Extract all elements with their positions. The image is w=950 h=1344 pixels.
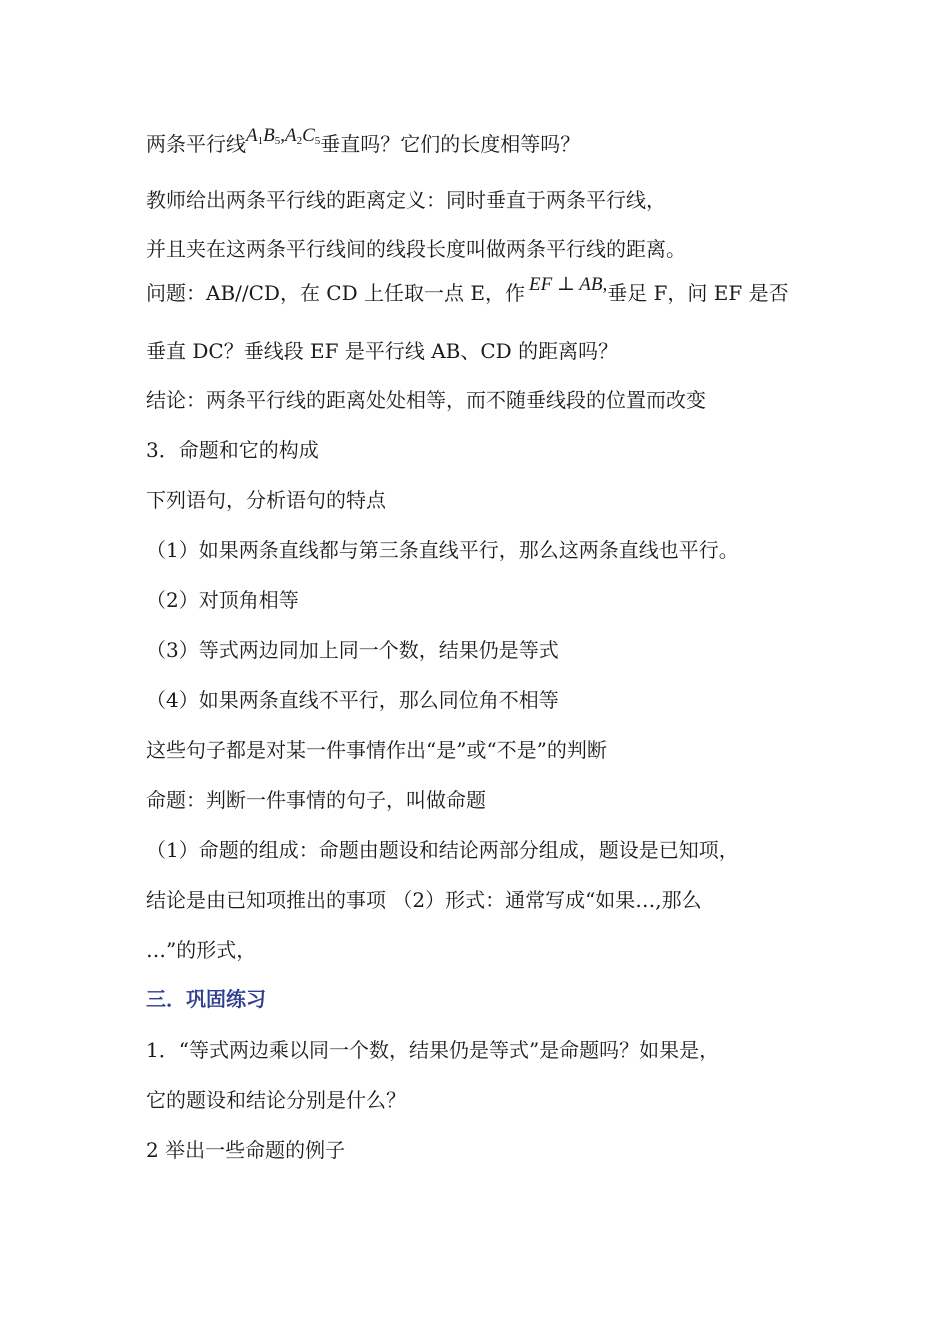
text-segment: 两条平行线 bbox=[146, 132, 246, 156]
text-line-definition: 教师给出两条平行线的距离定义：同时垂直于两条平行线， bbox=[146, 188, 666, 212]
list-item-2: （2）对顶角相等 bbox=[146, 588, 299, 612]
math-EF-perp-AB: EF ⊥ AB, bbox=[528, 274, 608, 295]
exercise-2: 2 举出一些命题的例子 bbox=[146, 1138, 346, 1162]
text-line-form: …”的形式， bbox=[146, 938, 257, 962]
text-line-proposition-def: 命题：判断一件事情的句子，叫做命题 bbox=[146, 788, 486, 812]
text-line-definition-cont: 并且夹在这两条平行线间的线段长度叫做两条平行线的距离。 bbox=[146, 237, 686, 261]
list-item-4: （4）如果两条直线不平行，那么同位角不相等 bbox=[146, 688, 559, 712]
math-A1B5-A2C5: $A_1B_5,A_2C_5$ bbox=[246, 125, 321, 147]
text-segment: 问题：AB//CD，在 CD 上任取一点 E，作 bbox=[146, 281, 525, 305]
text-line-analyze: 下列语句，分析语句的特点 bbox=[146, 488, 386, 512]
text-line-problem-cont: 垂直 DC？垂线段 EF 是平行线 AB、CD 的距离吗？ bbox=[146, 339, 619, 363]
text-line-conclusion: 结论：两条平行线的距离处处相等，而不随垂线段的位置而改变 bbox=[146, 388, 706, 412]
text-line-problem bbox=[146, 274, 789, 309]
text-line-parallel-question bbox=[146, 125, 581, 165]
exercise-1: 1．“等式两边乘以同一个数，结果仍是等式”是命题吗？如果是， bbox=[146, 1038, 720, 1062]
list-item-1: （1）如果两条直线都与第三条直线平行，那么这两条直线也平行。 bbox=[146, 538, 739, 562]
text-line-composition-cont: 结论是由已知项推出的事项 （2）形式：通常写成“如果…,那么 bbox=[146, 888, 702, 912]
text-segment: 垂直吗？它们的长度相等吗？ bbox=[320, 132, 581, 156]
text-line-judgement: 这些句子都是对某一件事情作出“是”或“不是”的判断 bbox=[146, 738, 607, 762]
text-segment: 垂足 F，问 EF 是否 bbox=[607, 281, 789, 305]
heading-practice: 三．巩固练习 bbox=[146, 987, 266, 1011]
section-title-proposition: 3．命题和它的构成 bbox=[146, 438, 319, 462]
text-line-composition: （1）命题的组成：命题由题设和结论两部分组成，题设是已知项， bbox=[146, 838, 739, 862]
list-item-3: （3）等式两边同加上同一个数，结果仍是等式 bbox=[146, 638, 559, 662]
exercise-1-cont: 它的题设和结论分别是什么？ bbox=[146, 1088, 406, 1112]
